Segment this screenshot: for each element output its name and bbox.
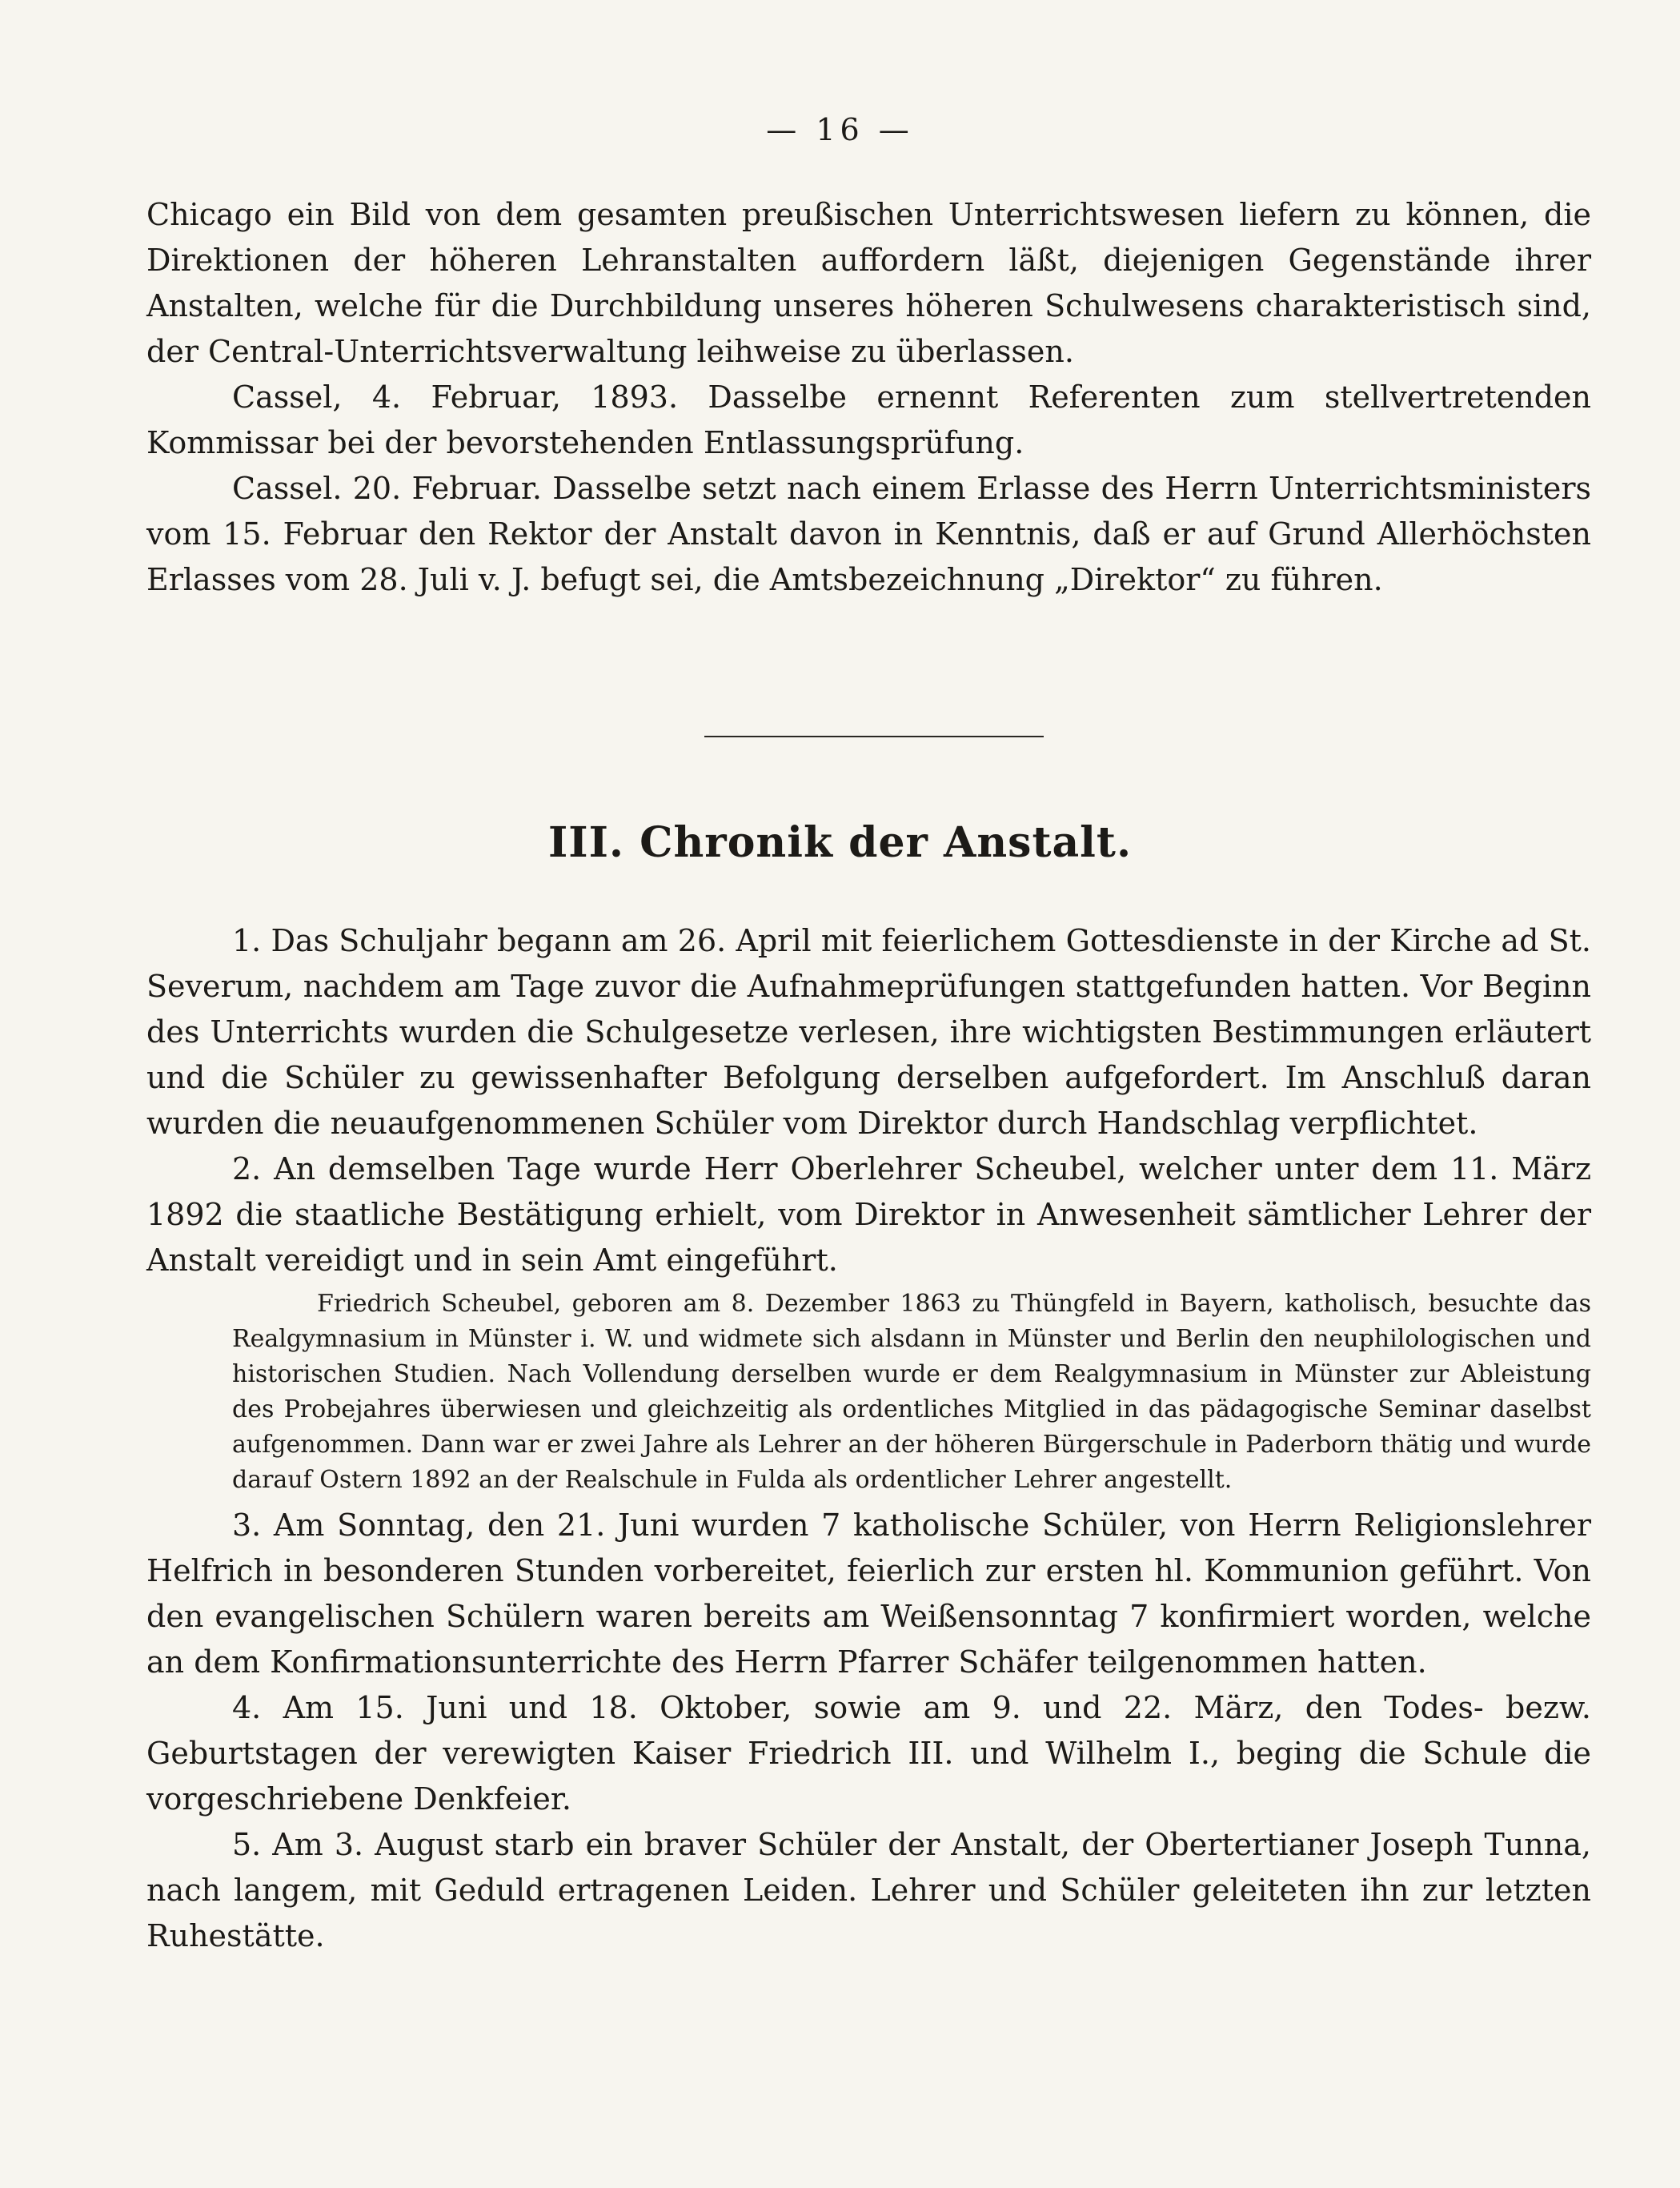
chronicle-item-1: 1. Das Schuljahr begann am 26. April mit feierlichem Gottesdienste in der Kirche ad St. Severum, nachdem am Tage zuvor die Aufnahmeprüfungen stattgefunden hatten. Vor Beginn des Unterrichts wurden die Schulgesetze verlesen, ihre wichtigsten Bestimmungen erläutert und die Schüler zu gewissenhafter Befolgung derselben aufgefordert. Im Anschluß daran wurden die neuaufgenommenen Schüler vom Direktor durch Handschlag verpflichtet. bbox=[146, 923, 1591, 1141]
chronicle-item-3: 3. Am Sonntag, den 21. Juni wurden 7 katholische Schüler, von Herrn Religionslehrer Helfrich in besonderen Stunden vorbereitet, feierlich zur ersten hl. Kommunion geführt. Von den evangelischen Schülern waren bereits am Weißensonntag 7 konfirmiert worden, welche an dem Konfirmationsunterrichte des Herrn Pfarrer Schäfer teilgenommen hatten. bbox=[146, 1508, 1591, 1680]
chronicle-footnote-scheubel: Friedrich Scheubel, geboren am 8. Dezember 1863 zu Thüngfeld in Bayern, katholisch, besuchte das Realgymnasium in Münster i. W. und widmete sich alsdann in Münster und Berlin den neuphilologischen und historischen Studien. Nach Vollendung derselben wurde er dem Realgymnasium in Münster zur Ableistung des Probejahres überwiesen und gleichzeitig als ordentliches Mitglied in das pädagogische Seminar daselbst aufgenommen. Dann war er zwei Jahre als Lehrer an der höheren Bürgerschule in Paderborn thätig und wurde darauf Ostern 1892 an der Realschule in Fulda als ordentlicher Lehrer angestellt. bbox=[232, 1290, 1591, 1494]
intro-section bbox=[146, 192, 1591, 603]
section-divider bbox=[704, 736, 1044, 737]
chronicle-item-2: 2. An demselben Tage wurde Herr Oberlehrer Scheubel, welcher unter dem 11. März 1892 die staatliche Bestätigung erhielt, vom Direktor in Anwesenheit sämtlicher Lehrer der Anstalt vereidigt und in sein Amt eingeführt. bbox=[146, 1151, 1591, 1278]
intro-paragraph-4-februar: Cassel, 4. Februar, 1893. Dasselbe ernennt Referenten zum stellvertretenden Kommissar bei der bevorstehenden Entlassungsprüfung. bbox=[146, 379, 1591, 460]
chronicle-item-5: 5. Am 3. August starb ein braver Schüler der Anstalt, der Obertertianer Joseph Tunna, nach langem, mit Geduld ertragenen Leiden. Lehrer und Schüler geleiteten ihn zur letzten Ruhestätte. bbox=[146, 1827, 1591, 1953]
intro-paragraph-chicago: Chicago ein Bild von dem gesamten preußischen Unterrichtswesen liefern zu können, die Direktionen der höheren Lehranstalten auffordern läßt, diejenigen Gegenstände ihrer Anstalten, welche für die Durchbildung unseres höheren Schulwesens charakteristisch sind, der Central-Unterrichtsverwaltung leihweise zu überlassen. bbox=[146, 197, 1591, 369]
chronicle-item-4: 4. Am 15. Juni und 18. Oktober, sowie am 9. und 22. März, den Todes- bezw. Geburtstagen der verewigten Kaiser Friedrich III. und Wilhelm I., beging die Schule die vorgeschriebene Denkfeier. bbox=[146, 1690, 1591, 1817]
chronicle-section bbox=[146, 918, 1591, 1959]
page-number: — 16 — bbox=[766, 112, 914, 147]
section-heading: III. Chronik der Anstalt. bbox=[547, 818, 1133, 867]
intro-paragraph-20-februar: Cassel. 20. Februar. Dasselbe setzt nach einem Erlasse des Herrn Unterrichtsministers vom 15. Februar den Rektor der Anstalt davon in Kenntnis, daß er auf Grund Allerhöchsten Erlasses vom 28. Juli v. J. befugt sei, die Amtsbezeichnung „Direktor“ zu führen. bbox=[146, 471, 1591, 597]
